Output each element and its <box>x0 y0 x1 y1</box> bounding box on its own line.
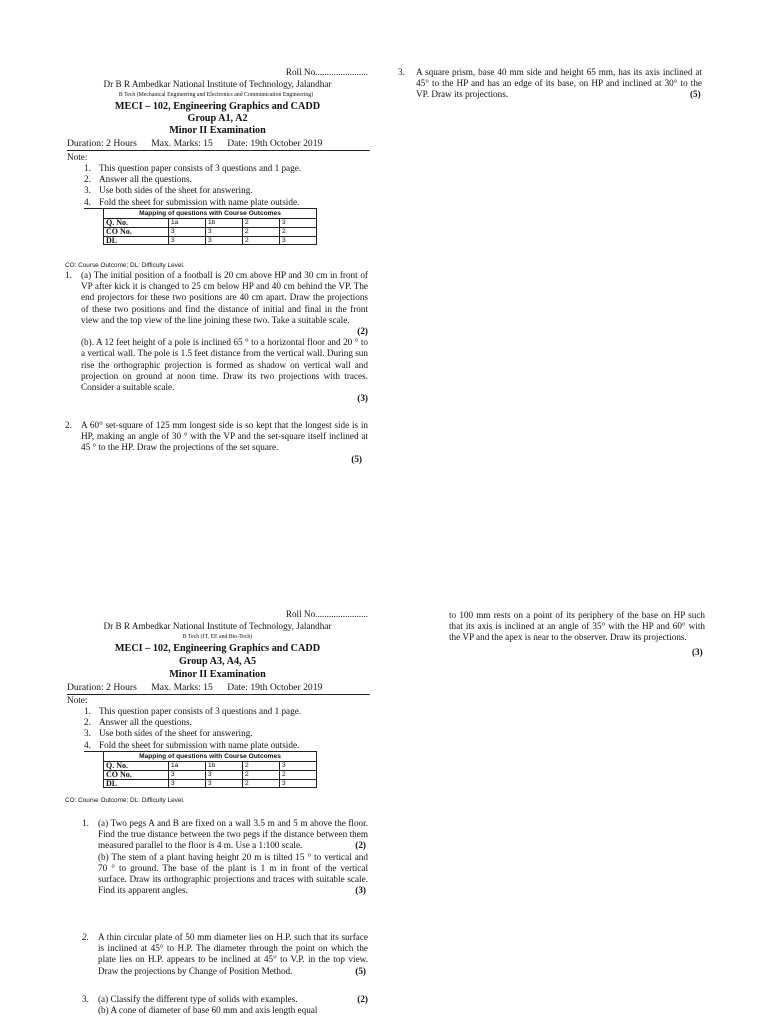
exam-title: Minor II Examination <box>169 669 266 680</box>
exam-meta-row <box>67 138 370 151</box>
question-3b-continuation: to 100 mm rests on a point of its periphery of the base on HP such that its axis is inclined at an angle of 35° with the HP and 60° with the VP and the apex is near to the observer. Draw its projections. <box>449 610 705 643</box>
note-item: 4. Fold the sheet for submission with name plate outside. <box>84 197 302 209</box>
group-title: Group A1, A2 <box>187 113 248 124</box>
question-3a-marks: (2) <box>357 994 368 1004</box>
notes-list <box>84 163 374 209</box>
note-item: 4. Fold the sheet for submission with name plate outside. <box>84 740 302 752</box>
duration: Duration: 2 Hours <box>67 682 137 693</box>
question-3-marks: (5) <box>690 89 701 99</box>
exam-date: Date: 19th October 2019 <box>227 682 323 693</box>
note-item: 3. Use both sides of the sheet for answering. <box>84 185 253 196</box>
question-1b-marks: (3) <box>357 393 368 404</box>
question-1b-text: (b) The stem of a plant having height 20 m is tilted 15 ° to vertical and 70 ° to ground. The base of the plant is 1 m in front of the vertical surface. Draw its orthographic projections and traces with suitable scale. Find its apparent angles. <box>98 851 368 896</box>
question-2-text: A thin circular plate of 50 mm diameter lies on H.P. such that its surface is inclined at 45° to H.P. The diameter through the point on which the plate lies on H.P. appears to be inclined at 45° to V.P. in the top view. Draw the projections by Change of Position Method. <box>98 932 368 976</box>
note-item: 2. Answer all the questions. <box>84 717 192 728</box>
question-2-text: A 60° set-square of 125 mm longest side is so kept that the longest side is in HP, making an angle of 30 ° with the VP and the set-square itself inclined at 45 ° to the HP. Draw the projections of the set square. <box>81 420 368 453</box>
group-title: Group A3, A4, A5 <box>178 656 257 667</box>
program-line: B Tech (IT, EE and Bio-Tech) <box>182 634 253 640</box>
table-row: CO No. 3 3 2 2 <box>104 770 317 779</box>
note-item: 3. Use both sides of the sheet for answering. <box>84 728 253 739</box>
question-1b-marks: (3) <box>355 885 366 896</box>
table-caption: Mapping of questions with Course Outcomes <box>104 209 317 219</box>
co-mapping-table <box>103 751 317 788</box>
question-1a-marks: (2) <box>357 326 368 337</box>
question-3b-text: (b) A cone of diameter of base 60 mm and axis length equal <box>98 1005 318 1016</box>
duration: Duration: 2 Hours <box>67 138 137 149</box>
question-1b-text: (b). A 12 feet height of a pole is inclined 65 ° to a horizontal floor and 20 ° to a vertical wall. The pole is 1.5 feet distance from the vertical wall. During sun rise the orthographic projection is formed as shadow on vertical wall and projection on ground at noon time. Draw its two projections with traces. Consider a suitable scale. <box>81 337 368 393</box>
question-1a-text: (a) Two pegs A and B are fixed on a wall 3.5 m and 5 m above the floor. Find the true distance between the two pegs if the distance between them measured parallel to the floor is 4 m. Use a 1:100 scale. <box>98 818 368 851</box>
table-row: DL 3 3 2 3 <box>104 779 317 788</box>
institute-name: Dr B R Ambedkar National Institute of Technology, Jalandhar <box>103 79 332 89</box>
question-3a-text: (a) Classify the different type of solids with examples. <box>98 994 298 1004</box>
co-footnote: CO: Course Outcome; DL: Difficulty Level. <box>65 797 185 804</box>
question-1a-marks: (2) <box>355 840 366 851</box>
table-row: Q. No. 1a 1b 2 3 <box>104 219 317 228</box>
max-marks: Max. Marks: 15 <box>151 682 213 693</box>
co-mapping-table <box>103 208 317 245</box>
question-3-text: A square prism, base 40 mm side and height 65 mm, has its axis inclined at 45° to the HP and has an edge of its base, on HP and inclined at 30° to the VP. Draw its projections. <box>416 67 702 100</box>
question-1a-text: (a) The initial position of a football is 20 cm above HP and 30 cm in front of VP after kick it is changed to 25 cm below HP and 40 cm behind the VP. The end projectors for these two positions are 40 cm apart. Draw the projections of these two positions and find the distance of initial and final in the front view and the top view of the line joining these two. Take a suitable scale. <box>81 270 368 325</box>
exam-date: Date: 19th October 2019 <box>227 138 323 149</box>
note-item: 2. Answer all the questions. <box>84 174 192 185</box>
question-2-marks: (5) <box>355 965 366 976</box>
note-label: Note: <box>67 695 88 705</box>
roll-no: Roll No....................... <box>285 67 368 77</box>
note-label: Note: <box>67 152 88 162</box>
note-item: 1. This question paper consists of 3 questions and 1 page. <box>84 163 302 173</box>
co-footnote: CO: Course Outcome; DL: Difficulty Level. <box>65 262 185 269</box>
table-row: Q. No. 1a 1b 2 3 <box>104 762 317 771</box>
max-marks: Max. Marks: 15 <box>151 138 213 149</box>
course-title: MECI – 102, Engineering Graphics and CADD <box>114 101 321 112</box>
exam-meta-row <box>67 682 370 695</box>
question-2-marks: (5) <box>351 453 362 464</box>
table-row: DL 3 3 2 3 <box>104 236 317 245</box>
institute-name: Dr B R Ambedkar National Institute of Technology, Jalandhar <box>103 621 332 631</box>
exam-title: Minor II Examination <box>169 125 266 136</box>
notes-list <box>84 706 374 752</box>
course-title: MECI – 102, Engineering Graphics and CADD <box>114 643 321 654</box>
program-line: B Tech (Mechanical Engineering and Electronics and Communication Engineering) <box>118 92 314 98</box>
table-caption: Mapping of questions with Course Outcomes <box>104 752 317 762</box>
question-3b-marks: (3) <box>692 647 703 657</box>
roll-no: Roll No....................... <box>285 609 368 619</box>
table-row: CO No. 3 3 2 2 <box>104 227 317 236</box>
note-item: 1. This question paper consists of 3 questions and 1 page. <box>84 706 302 716</box>
